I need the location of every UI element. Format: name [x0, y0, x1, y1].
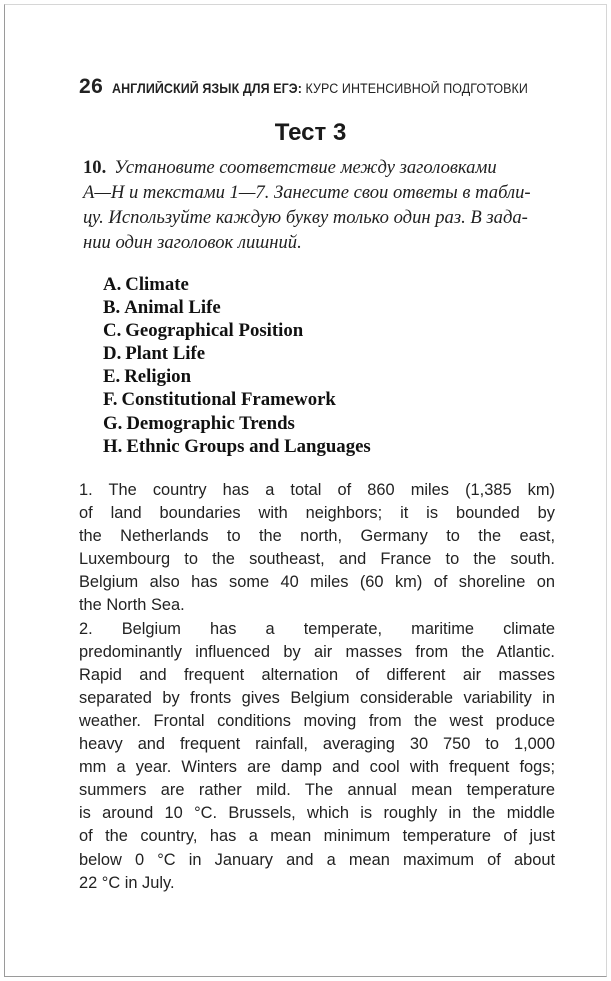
- page-number: 26: [79, 75, 104, 98]
- text-line: 2. Belgium has a temperate, maritime climate: [79, 619, 555, 638]
- running-header: [79, 75, 559, 105]
- task-instructions: [83, 155, 557, 255]
- running-title-bold-part: АНГЛИЙСКИЙ ЯЗЫК ДЛЯ ЕГЭ:: [111, 81, 302, 96]
- heading-letter: H.: [103, 435, 123, 457]
- text-paragraph-1: [79, 479, 555, 618]
- test-title: Тест 3: [274, 119, 347, 146]
- text-line: weather. Frontal conditions moving from the west produce: [79, 711, 555, 730]
- text-line: of land boundaries with neighbors; it is bounded by: [79, 504, 555, 523]
- heading-letter: D.: [103, 343, 122, 365]
- text-paragraph-2: [79, 618, 555, 895]
- heading-letter: F.: [103, 389, 118, 411]
- text-line: the Netherlands to the north, Germany to the east,: [79, 527, 555, 546]
- heading-text: Constitutional Framework: [121, 389, 336, 411]
- heading-letter: E.: [103, 366, 121, 388]
- task-line: нии один заголовок лишний.: [83, 232, 302, 253]
- task-line-text: Установите соответствие между заголовками: [114, 157, 497, 178]
- heading-letter: B.: [103, 297, 121, 319]
- heading-text: Plant Life: [125, 343, 206, 365]
- text-line: below 0 °C in January and a mean maximum of about: [79, 850, 555, 869]
- headings-list: [103, 273, 371, 458]
- running-title-regular-part: КУРС ИНТЕНСИВНОЙ ПОДГОТОВКИ: [301, 81, 528, 96]
- text-line: predominantly influenced by air masses from the Atlantic.: [79, 642, 555, 661]
- text-line: Luxembourg to the southeast, and France to the south.: [79, 550, 555, 569]
- heading-item: [103, 412, 371, 435]
- text-line: separated by fronts gives Belgium considerable variability in: [79, 688, 555, 707]
- text-line: Rapid and frequent alternation of different air masses: [79, 665, 555, 684]
- heading-text: Geographical Position: [125, 320, 304, 342]
- heading-letter: G.: [103, 412, 123, 434]
- heading-item: [103, 319, 371, 342]
- texts-section: [79, 479, 555, 895]
- heading-item: [103, 296, 371, 319]
- heading-item: [103, 435, 371, 458]
- text-line: heavy and frequent rainfall, averaging 30 750 to 1,000: [79, 735, 555, 754]
- heading-letter: A.: [103, 274, 122, 295]
- task-line: цу. Используйте каждую букву только один раз. В зада-: [83, 207, 528, 228]
- heading-item: [103, 365, 371, 388]
- text-line: 22 °C in July.: [79, 873, 175, 892]
- text-line: 1. The country has a total of 860 miles (1,385 km): [79, 481, 555, 499]
- text-line: is around 10 °C. Brussels, which is roughly in the middle: [79, 804, 555, 823]
- task-line: А—Н и текстами 1—7. Занесите свои ответы в табли-: [83, 182, 531, 203]
- running-title: [112, 81, 528, 96]
- heading-item: [103, 273, 371, 296]
- book-page: [4, 4, 607, 977]
- heading-text: Religion: [124, 366, 192, 388]
- heading-letter: C.: [103, 320, 122, 342]
- heading-text: Ethnic Groups and Languages: [126, 435, 371, 457]
- heading-item: [103, 342, 371, 365]
- heading-text: Animal Life: [124, 297, 221, 319]
- text-line: mm a year. Winters are damp and cool with frequent fogs;: [79, 758, 555, 777]
- text-line: the North Sea.: [79, 596, 185, 615]
- heading-text: Demographic Trends: [126, 412, 295, 434]
- text-line: summers are rather mild. The annual mean temperature: [79, 781, 555, 800]
- heading-item: [103, 388, 371, 411]
- task-line: [83, 155, 557, 180]
- heading-text: Climate: [125, 274, 189, 295]
- text-line: of the country, has a mean minimum temperature of just: [79, 827, 555, 846]
- task-number: 10.: [83, 157, 107, 178]
- text-line: Belgium also has some 40 miles (60 km) of shoreline on: [79, 573, 555, 592]
